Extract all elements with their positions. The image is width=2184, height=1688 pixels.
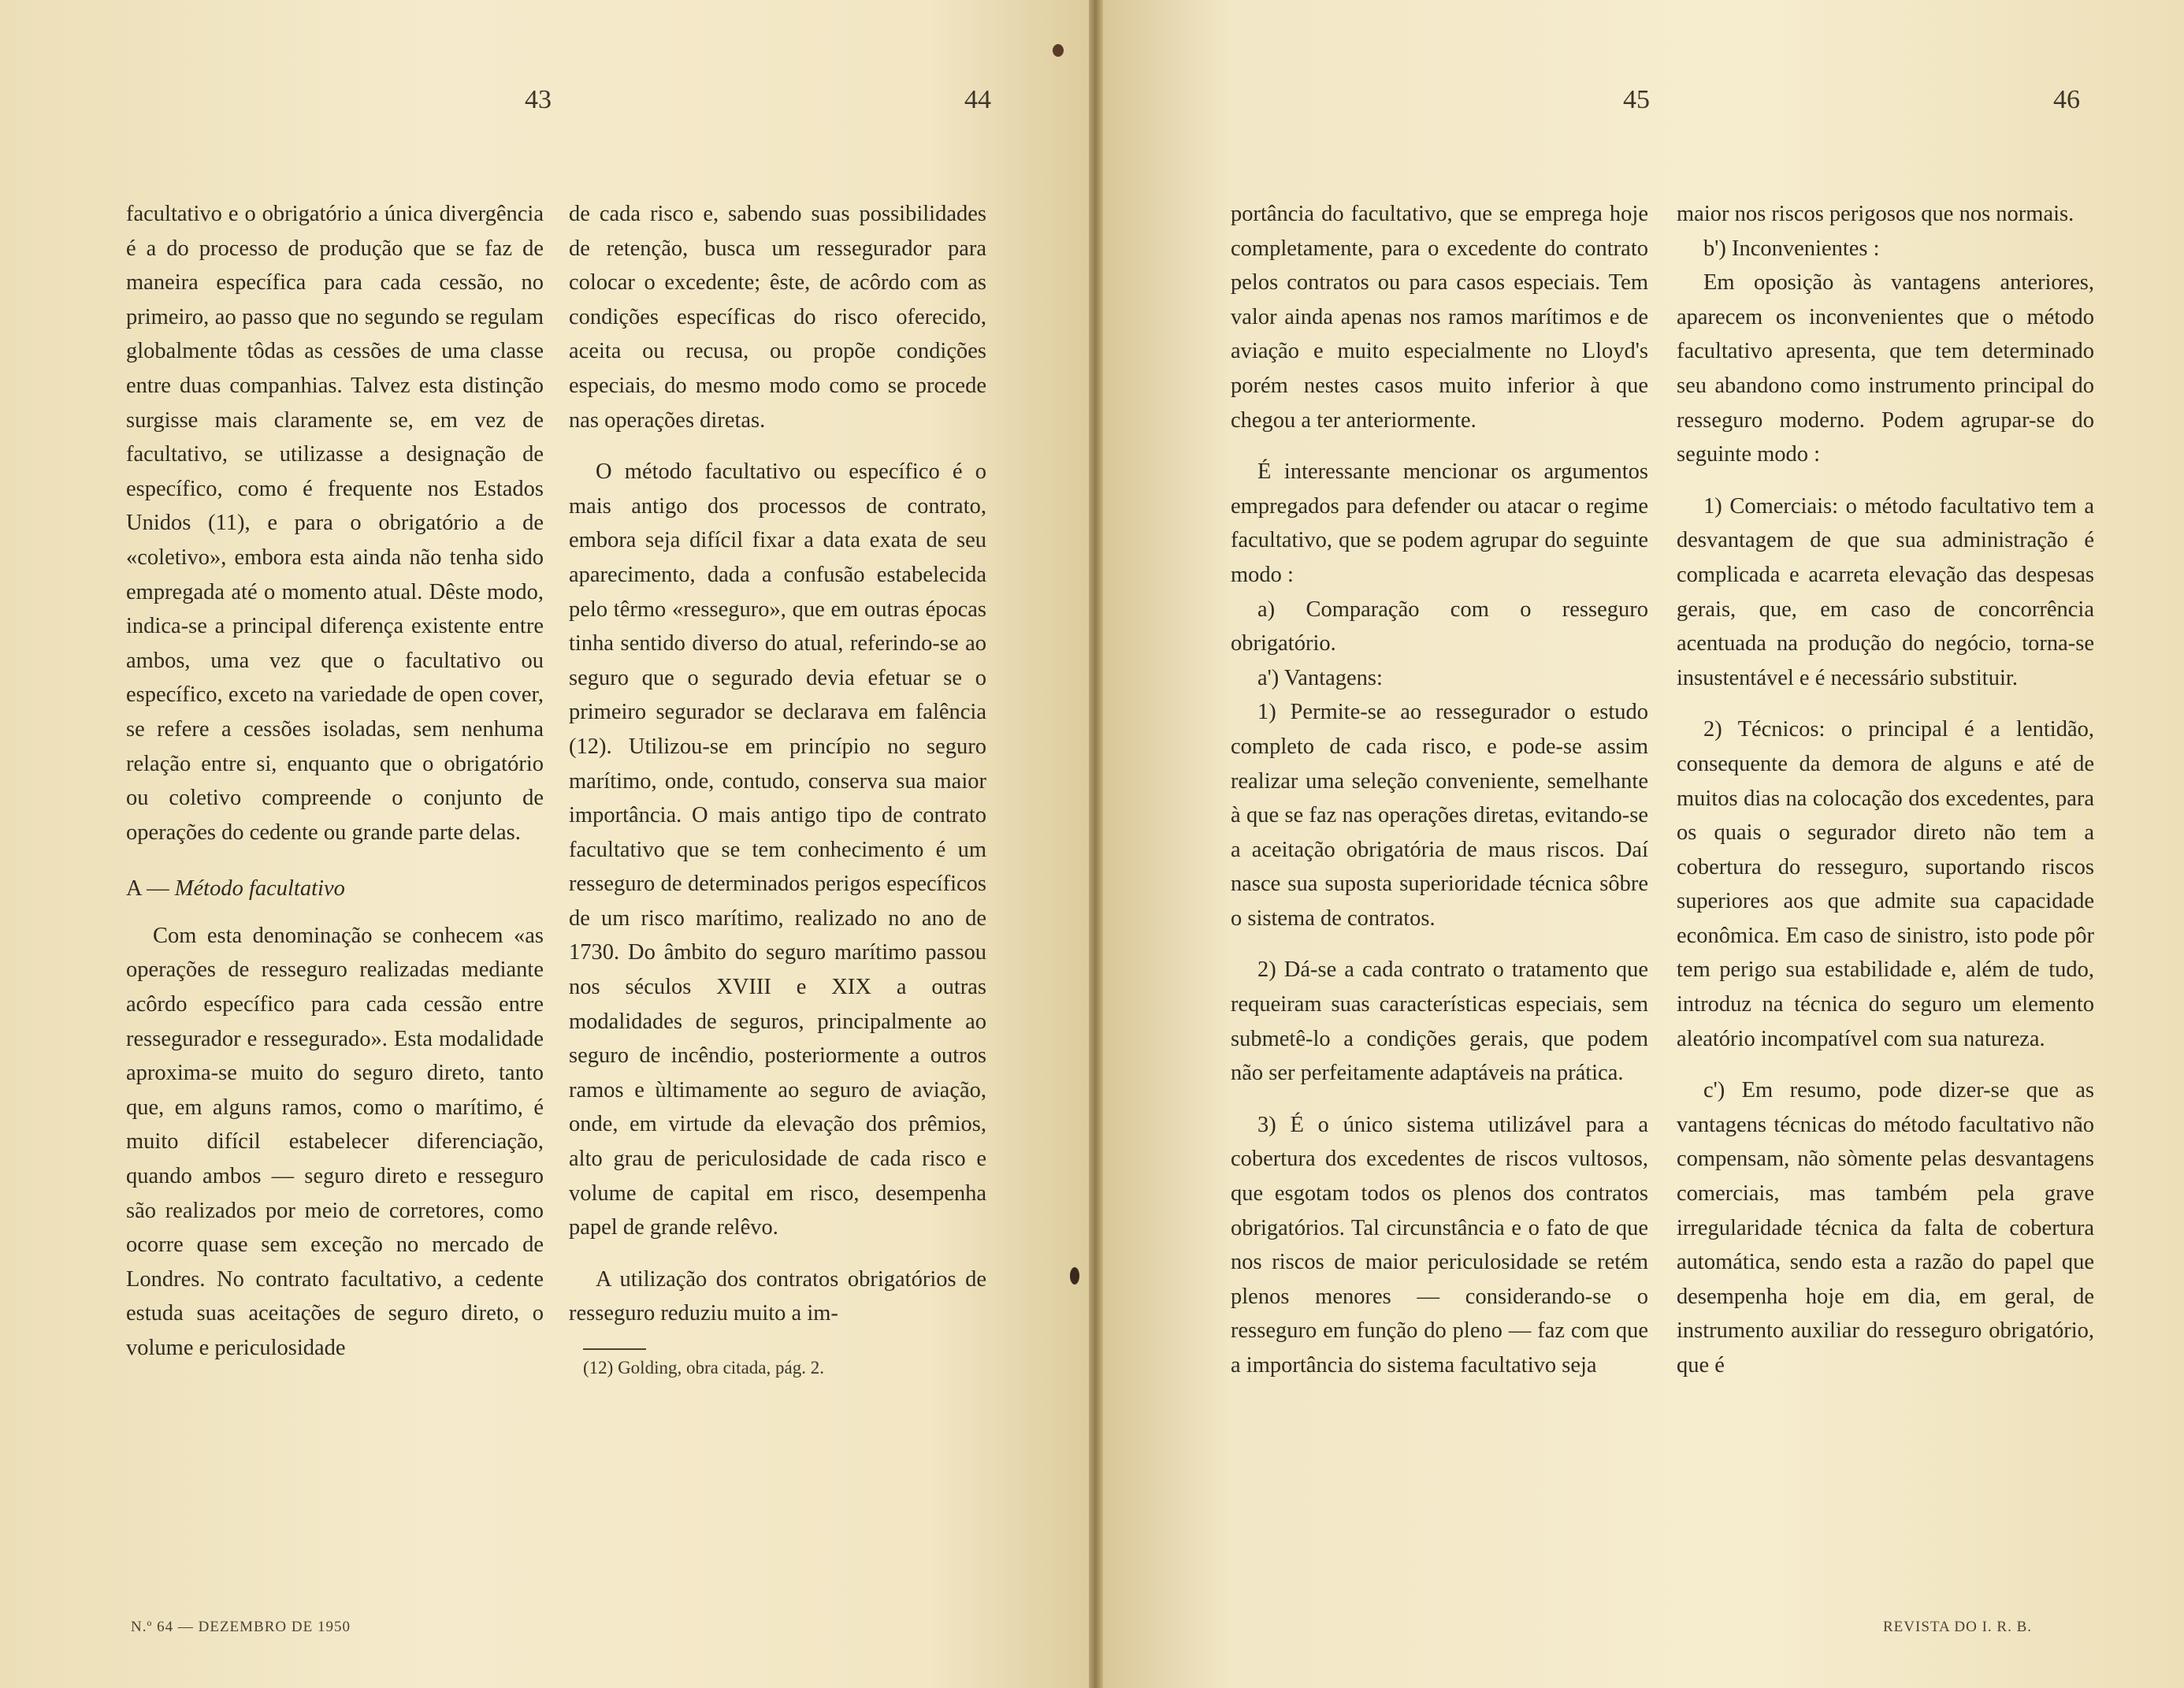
ink-spot xyxy=(1070,1267,1079,1285)
column-page-43 xyxy=(126,197,544,1366)
list-item: 1) Comerciais: o método facultativo tem a desvantagem de que sua administração é complicada e acarreta elevação das despesas gerais, que, em caso de concorrência acentuada na produção do negócio, torna-se insustentável e é necessário substituir. xyxy=(1677,493,2094,690)
list-item: a') Vantagens: xyxy=(1257,665,1383,690)
paragraph: de cada risco e, sabendo suas possibilidades de retenção, busca um ressegurador para colocar o excedente; êste, de acôrdo com as condições específicas do risco oferecido, aceita ou recusa, ou propõe condições especiais, do mesmo modo como se procede nas operações diretas. xyxy=(569,202,986,433)
footnote: (12) Golding, obra citada, pág. 2. xyxy=(583,1358,824,1378)
column-page-46 xyxy=(1677,197,2094,1383)
paragraph: maior nos riscos perigosos que nos normais. xyxy=(1677,202,2074,226)
paragraph: Em oposição às vantagens anteriores, aparecem os inconvenientes que o método facultativo apresenta, que tem determinado seu abandono como instrumento principal do resseguro moderno. Podem agrupar-se do seguinte modo : xyxy=(1677,270,2094,467)
list-item: 2) Técnicos: o principal é a lentidão, consequente da demora de alguns e até de muitos dias na colocação dos excedentes, para os quais o segurador direto não tem a cobertura do resseguro, suportando riscos superiores aos que admite sua capacidade econômica. Em caso de sinistro, isto pode pôr tem perigo sua estabilidade e, além de tudo, introduz na técnica do seguro um elemento aleatório incompatível com sua natureza. xyxy=(1677,717,2094,1051)
section-heading xyxy=(126,872,544,906)
list-item: 3) É o único sistema utilizável para a cobertura dos excedentes de riscos vultosos, que esgotam todos os plenos dos contratos obrigatórios. Tal circunstância e o fato de que nos riscos de maior periculosidade se retém plenos menores — considerando-se o resseguro em função do pleno — faz com que a importância do sistema facultativo seja xyxy=(1231,1112,1648,1378)
paragraph: O método facultativo ou específico é o mais antigo dos processos de contrato, embora seja difícil fixar a data exata de seu aparecimento, dada a confusão estabelecida pelo têrmo «resseguro», que em outras épocas tinha sentido diverso do atual, referindo-se ao seguro que o segurado devia efetuar se o primeiro segurador se declarava em falência (12). Utilizou-se em princípio no seguro marítimo, onde, contudo, conserva sua maior importância. O mais antigo tipo de contrato facultativo que se tem conhecimento é um resseguro de determinados perigos específicos de um risco marítimo, realizado no ano de 1730. Do âmbito do seguro marítimo passou nos séculos XVIII e XIX a outras modalidades de seguros, principalmente ao seguro de incêndio, posteriormente a outros ramos e ùltimamente ao seguro de aviação, onde, em virtude da elevação dos prêmios, alto grau de periculosidade de cada risco e volume de capital em risco, desempenha papel de grande relêvo. xyxy=(569,459,986,1240)
list-item: c') Em resumo, pode dizer-se que as vantagens técnicas do método facultativo não compensam, não sòmente pelas desvantagens comerciais, mas também pela grave irregularidade técnica da falta de cobertura automática, sendo esta a razão do papel que desempenha hoje em dia, em geral, de instrumento auxiliar do resseguro obrigatório, que é xyxy=(1677,1078,2094,1378)
list-item: b') Inconvenientes : xyxy=(1703,236,1880,261)
column-page-45 xyxy=(1231,197,1648,1383)
footnote-rule xyxy=(583,1348,646,1350)
list-item: 2) Dá-se a cada contrato o tratamento que requeiram suas características especiais, sem submetê-lo a condições gerais, que podem não ser perfeitamente adaptáveis na prática. xyxy=(1231,957,1648,1086)
list-item: a) Comparação com o resseguro obrigatório. xyxy=(1231,597,1648,656)
page-number-45: 45 xyxy=(1623,85,1650,114)
paragraph: portância do facultativo, que se emprega hoje completamente, para o excedente do contrato pelos contratos ou para casos especiais. Tem valor ainda apenas nos ramos marítimos e de aviação e muito especialmente no Lloyd's porém nestes casos muito inferior à que chegou a ter anteriormente. xyxy=(1231,202,1648,433)
list-item: 1) Permite-se ao ressegurador o estudo completo de cada risco, e pode-se assim realizar uma seleção conveniente, semelhante à que se faz nas operações diretas, evitando-se a aceitação obrigatória de maus riscos. Daí nasce sua suposta superioridade técnica sôbre o sistema de contratos. xyxy=(1231,700,1648,931)
paragraph: facultativo e o obrigatório a única divergência é a do processo de produção que se faz de maneira específica para cada cessão, no primeiro, ao passo que no segundo se regulam globalmente tôdas as cessões de uma classe entre duas companhias. Talvez esta distinção surgisse mais claramente se, em vez de facultativo, se utilizasse a designação de específico, como é frequente nos Estados Unidos (11), e para o obrigatório a de «coletivo», embora esta ainda não tenha sido empregada até o momento atual. Dêste modo, indica-se a principal diferença existente entre ambos, uma vez que o facultativo ou específico, exceto na variedade de open cover, se refere a cessões isoladas, sem nenhuma relação entre si, enquanto que o obrigatório ou coletivo compreende o conjunto de operações do cedente ou grande parte delas. xyxy=(126,202,544,845)
section-heading-title: Método facultativo xyxy=(174,876,345,902)
ink-spot xyxy=(1053,44,1064,57)
page-number-46: 46 xyxy=(2053,85,2080,114)
paragraph: A utilização dos contratos obrigatórios de resseguro reduziu muito a im- xyxy=(569,1266,986,1326)
page-number-44: 44 xyxy=(964,85,991,114)
footer-magazine: REVISTA DO I. R. B. xyxy=(1883,1619,2033,1635)
paragraph: Com esta denominação se conhecem «as operações de resseguro realizadas mediante acôrdo específico para cada cessão entre ressegurador e ressegurado». Esta modalidade aproxima-se muito do seguro direto, tanto que, em alguns ramos, como o marítimo, é muito difícil estabelecer diferenciação, quando ambos — seguro direto e resseguro são realizados por meio de corretores, como ocorre quase sem exceção no mercado de Londres. No contrato facultativo, a cedente estuda suas aceitações de seguro direto, o volume e periculosidade xyxy=(126,923,544,1360)
binding-gutter xyxy=(1089,0,1103,1688)
section-heading-letter: A — xyxy=(126,876,169,902)
column-page-44 xyxy=(569,197,986,1380)
paragraph: É interessante mencionar os argumentos empregados para defender ou atacar o regime facultativo, que se podem agrupar do seguinte modo : xyxy=(1231,459,1648,587)
footer-issue: N.º 64 — DEZEMBRO DE 1950 xyxy=(131,1619,351,1635)
page-number-43: 43 xyxy=(525,85,552,114)
